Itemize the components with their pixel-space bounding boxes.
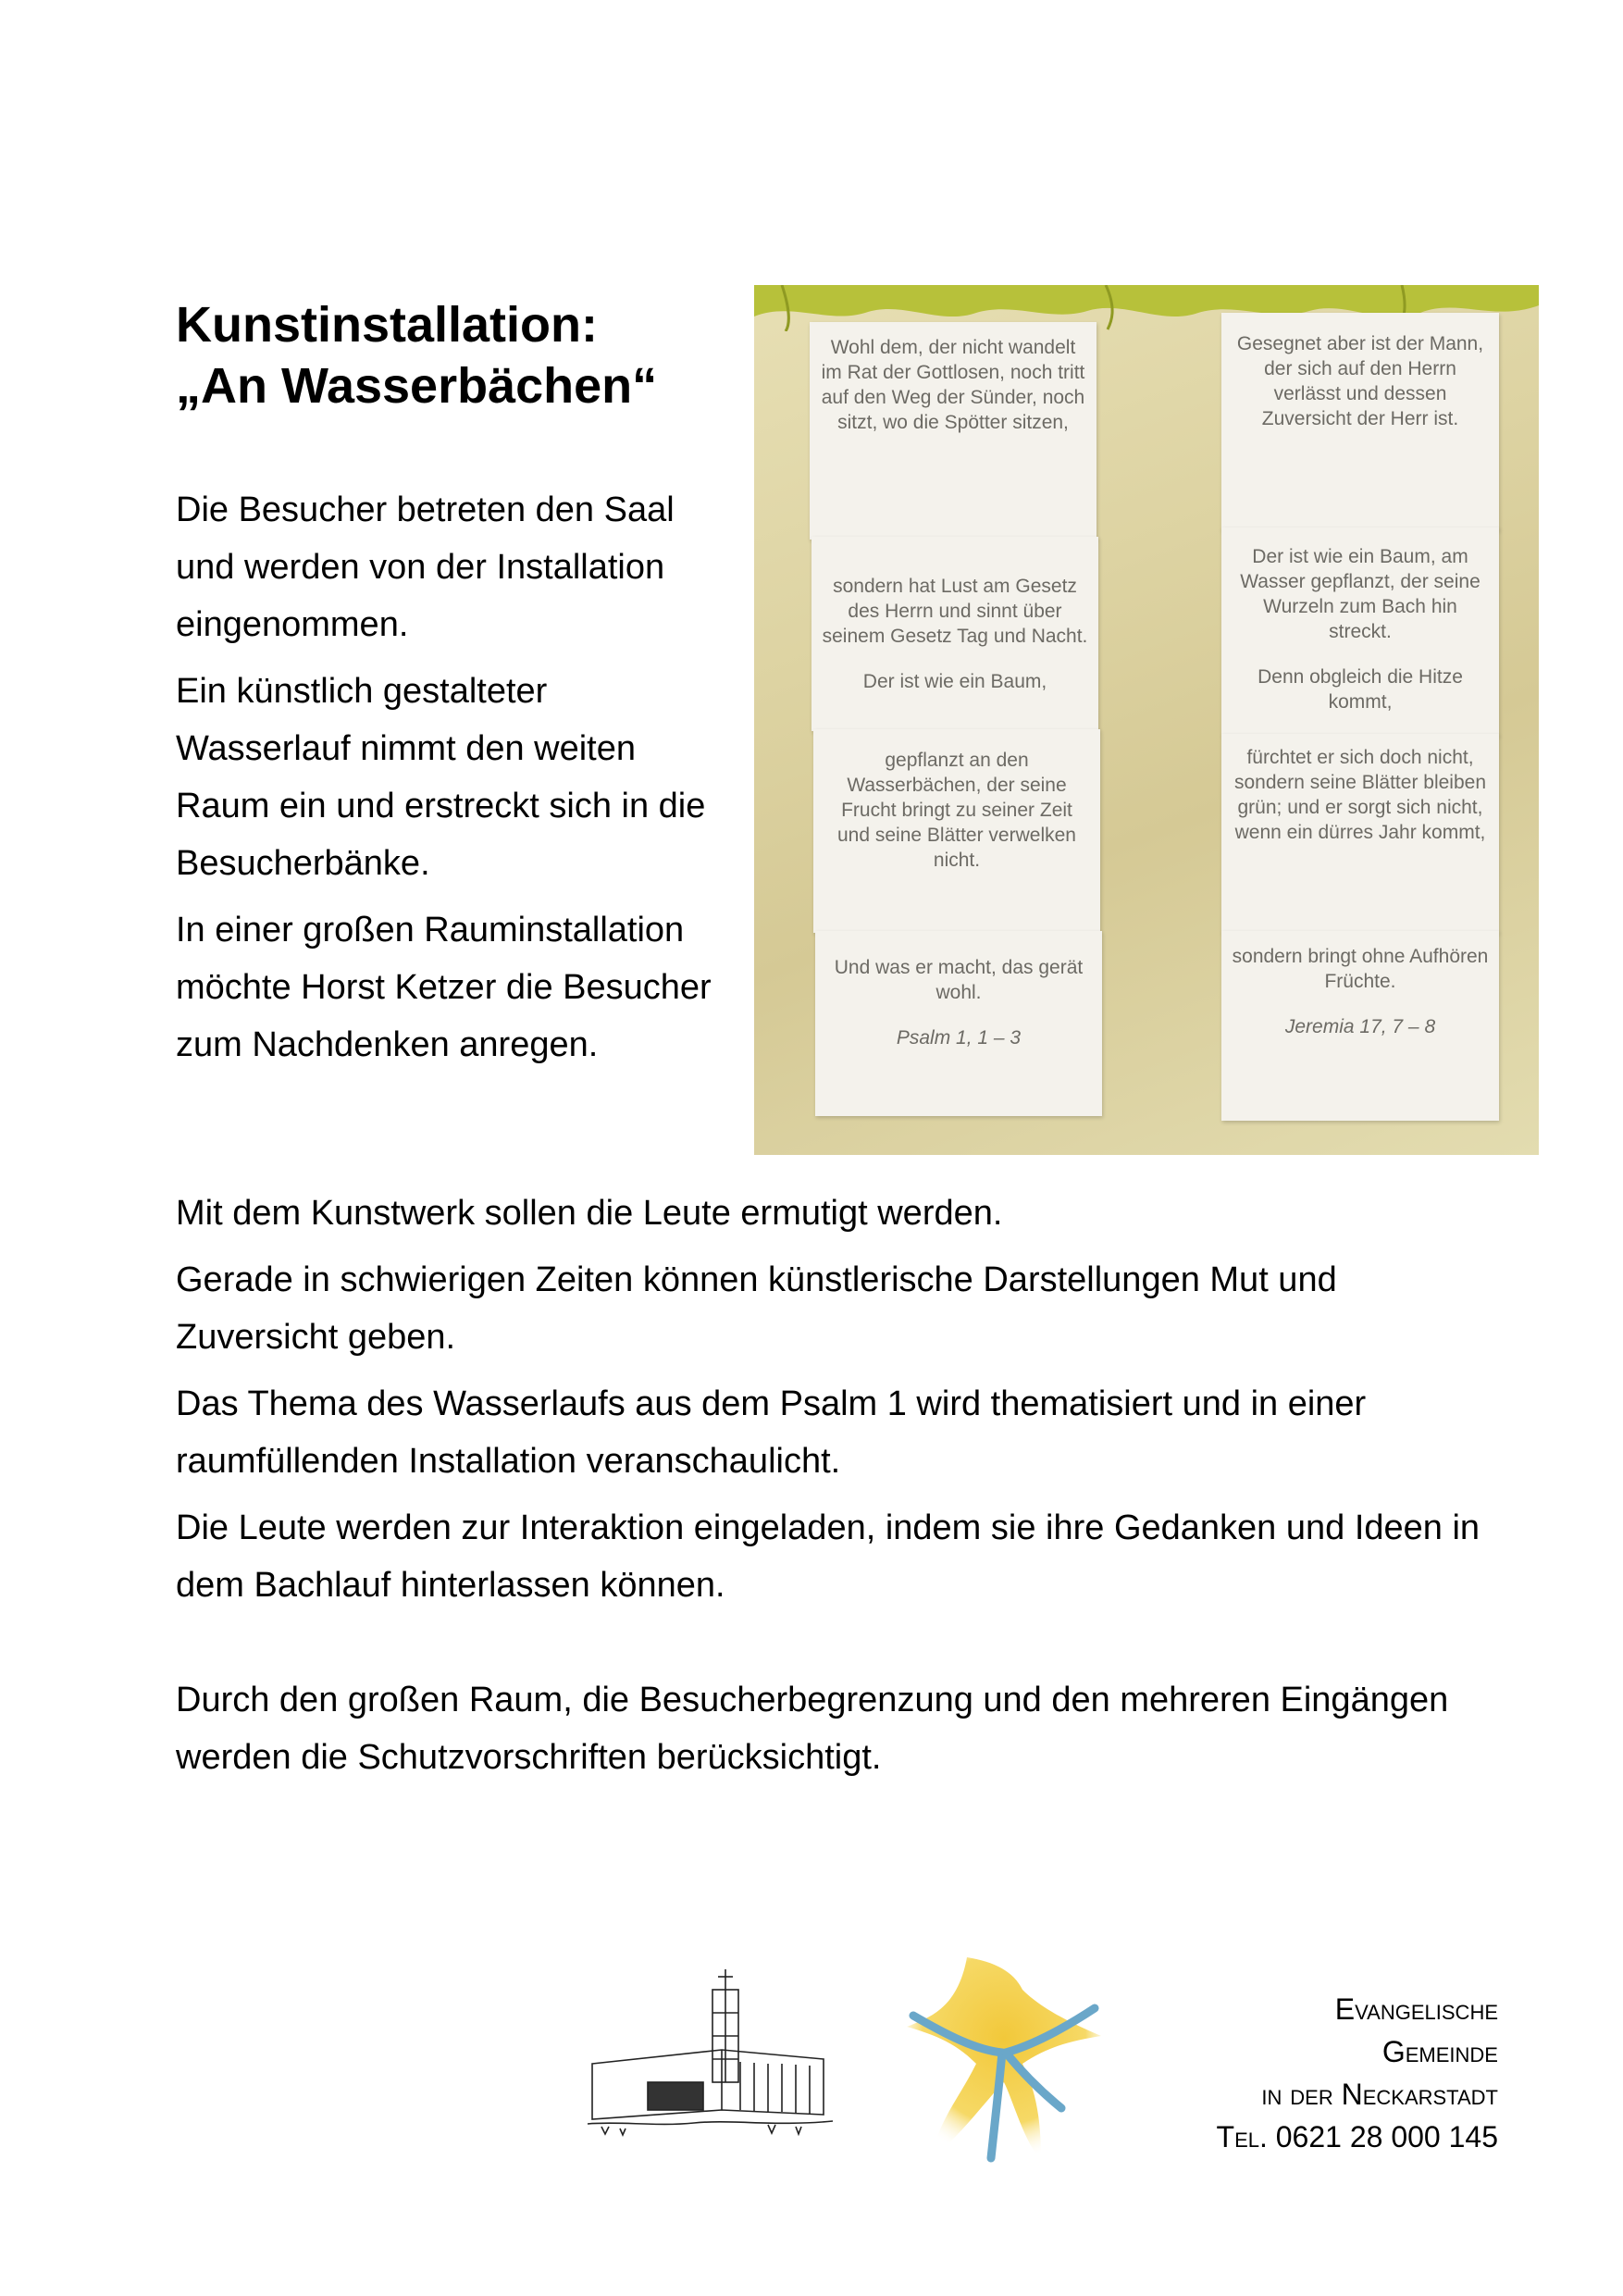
title-line-1: Kunstinstallation:	[176, 297, 598, 353]
verse-sheet	[813, 729, 1100, 933]
verse-text: Wohl dem, der nicht wandelt im Rat der Gottlosen, noch tritt auf den Weg der Sünder, noch sitzt, wo die Spötter sitzen,	[821, 337, 1085, 433]
body-paragraph: Mit dem Kunstwerk sollen die Leute ermutigt werden.	[176, 1194, 1003, 1233]
verse-sheet	[1221, 734, 1499, 933]
body-paragraph: Durch den großen Raum, die Besucherbegrenzung und den mehreren Eingängen werden die Schutzvorschriften berücksichtigt.	[176, 1681, 1449, 1777]
intro-section	[176, 481, 722, 1083]
contact-block	[1217, 1988, 1498, 2158]
intro-paragraph: In einer großen Rauminstallation möchte Horst Ketzer die Besucher zum Nachdenken anregen.	[176, 911, 712, 1064]
body-paragraph: Das Thema des Wasserlaufs aus dem Psalm 1 wird thematisiert und in einer raumfüllenden Installation veranschaulicht.	[176, 1384, 1367, 1481]
contact-line: in der Neckarstadt	[1261, 2078, 1498, 2111]
contact-line: Gemeinde	[1381, 2035, 1498, 2068]
verse-reference: Jeremia 17, 7 – 8	[1284, 1016, 1436, 1037]
title-line-2: „An Wasserbächen“	[176, 358, 658, 414]
contact-phone: Tel. 0621 28 000 145	[1216, 2120, 1498, 2153]
intro-paragraph: Die Besucher betreten den Saal und werden von der Installation eingenommen.	[176, 490, 675, 644]
verse-sheet	[812, 537, 1098, 731]
verse-text: Denn obgleich die Hitze kommt,	[1258, 666, 1463, 713]
installation-photo	[754, 285, 1539, 1155]
verse-text: Und was er macht, das gerät wohl.	[834, 957, 1084, 1003]
body-section	[176, 1185, 1490, 1795]
verse-text: Der ist wie ein Baum, am Wasser gepflanzt, der seine Wurzeln zum Bach hin streckt.	[1240, 546, 1481, 642]
verse-text: gepflanzt an den Wasserbächen, der seine Frucht bringt zu seiner Zeit und seine Blätter verwelken nicht.	[837, 750, 1076, 871]
verse-sheet	[810, 322, 1096, 540]
verse-text: fürchtet er sich doch nicht, sondern seine Blätter bleiben grün; und er sorgt sich nicht, wenn ein dürres Jahr kommt,	[1233, 747, 1486, 843]
body-paragraph: Die Leute werden zur Interaktion eingeladen, indem sie ihre Gedanken und Ideen in dem Bachlauf hinterlassen können.	[176, 1508, 1481, 1605]
church-drawing-icon	[583, 1962, 842, 2138]
verse-reference: Psalm 1, 1 – 3	[896, 1027, 1022, 1049]
verse-text: sondern hat Lust am Gesetz des Herrn und sinnt über seinem Gesetz Tag und Nacht.	[822, 576, 1088, 647]
verse-text: Der ist wie ein Baum,	[862, 671, 1047, 692]
verse-sheet	[1221, 313, 1499, 530]
contact-line: Evangelische	[1334, 1992, 1498, 2026]
verse-sheet	[1221, 527, 1499, 736]
intro-paragraph: Ein künstlich gestalteter Wasserlauf nimmt den weiten Raum ein und erstreckt sich in die Besucherbänke.	[176, 672, 706, 883]
cross-logo-icon	[902, 1953, 1106, 2166]
verse-sheet	[815, 931, 1102, 1116]
page-title	[176, 294, 731, 416]
verse-sheet	[1221, 931, 1499, 1121]
verse-text: Gesegnet aber ist der Mann, der sich auf den Herrn verlässt und dessen Zuversicht der Herr ist.	[1236, 333, 1484, 429]
body-paragraph: Gerade in schwierigen Zeiten können künstlerische Darstellungen Mut und Zuversicht geben.	[176, 1260, 1337, 1357]
verse-text: sondern bringt ohne Aufhören Früchte.	[1232, 946, 1489, 992]
